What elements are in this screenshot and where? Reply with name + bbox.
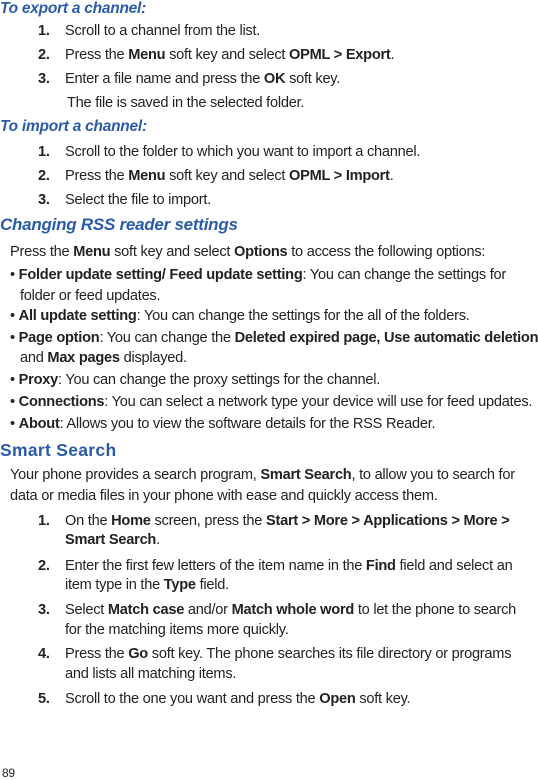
smart-step-4-number: 4.	[38, 646, 50, 662]
rss-option-all-update: • All update setting: You can change the settings for the all of the folders.	[10, 308, 470, 324]
import-step-2-number: 2.	[38, 168, 50, 184]
rss-option-about: • About: Allows you to view the software details for the RSS Reader.	[10, 416, 436, 432]
export-step-2-text: Press the Menu soft key and select OPML > Export.	[65, 47, 395, 63]
rss-option-page-cont: and Max pages displayed.	[20, 350, 187, 366]
import-step-3-text: Select the file to import.	[65, 192, 211, 208]
import-step-2-text: Press the Menu soft key and select OPML > Import.	[65, 168, 394, 184]
export-step-1-number: 1.	[38, 23, 50, 39]
export-heading: To export a channel:	[0, 0, 147, 17]
rss-settings-heading: Changing RSS reader settings	[0, 215, 238, 234]
export-step-3-number: 3.	[38, 71, 50, 87]
smart-search-heading: Smart Search	[0, 440, 117, 460]
export-step-1-text: Scroll to a channel from the list.	[65, 23, 261, 39]
smart-step-2-text-cont: item type in the Type field.	[65, 577, 229, 593]
import-heading: To import a channel:	[0, 118, 147, 135]
rss-option-folder-update: • Folder update setting/ Feed update setting: You can change the settings for	[10, 267, 507, 283]
rss-intro: Press the Menu soft key and select Options to access the following options:	[10, 244, 486, 260]
export-step-2-number: 2.	[38, 47, 50, 63]
smart-step-3-text-cont: for the matching items more quickly.	[65, 622, 289, 638]
import-step-3-number: 3.	[38, 192, 50, 208]
import-step-1-number: 1.	[38, 144, 50, 160]
smart-step-1-text: On the Home screen, press the Start > More > Applications > More >	[65, 513, 510, 529]
rss-option-page: • Page option: You can change the Deleted expired page, Use automatic deletion	[10, 330, 538, 346]
smart-step-2-number: 2.	[38, 558, 50, 574]
smart-step-3-number: 3.	[38, 602, 50, 618]
smart-step-3-text: Select Match case and/or Match whole word to let the phone to search	[65, 602, 517, 618]
import-step-1-text: Scroll to the folder to which you want to import a channel.	[65, 144, 421, 160]
smart-intro-line-1: Your phone provides a search program, Smart Search, to allow you to search for	[10, 467, 515, 483]
smart-intro-line-2: data or media files in your phone with ease and quickly access them.	[10, 488, 438, 504]
smart-step-1-number: 1.	[38, 513, 50, 529]
smart-step-2-text: Enter the first few letters of the item name in the Find field and select an	[65, 558, 513, 574]
smart-step-1-text-cont: Smart Search.	[65, 532, 160, 548]
smart-step-4-text-cont: and lists all matching items.	[65, 666, 237, 682]
rss-option-proxy: • Proxy: You can change the proxy settings for the channel.	[10, 372, 381, 388]
export-note: The file is saved in the selected folder.	[67, 95, 305, 111]
smart-step-5-text: Scroll to the one you want and press the Open soft key.	[65, 691, 411, 707]
rss-option-connections: • Connections: You can select a network type your device will use for feed updates.	[10, 394, 533, 410]
smart-step-5-number: 5.	[38, 691, 50, 707]
page-number: 89	[2, 766, 15, 780]
smart-step-4-text: Press the Go soft key. The phone searches its file directory or programs	[65, 646, 512, 662]
export-step-3-text: Enter a file name and press the OK soft key.	[65, 71, 341, 87]
rss-option-folder-update-cont: folder or feed updates.	[20, 288, 161, 304]
